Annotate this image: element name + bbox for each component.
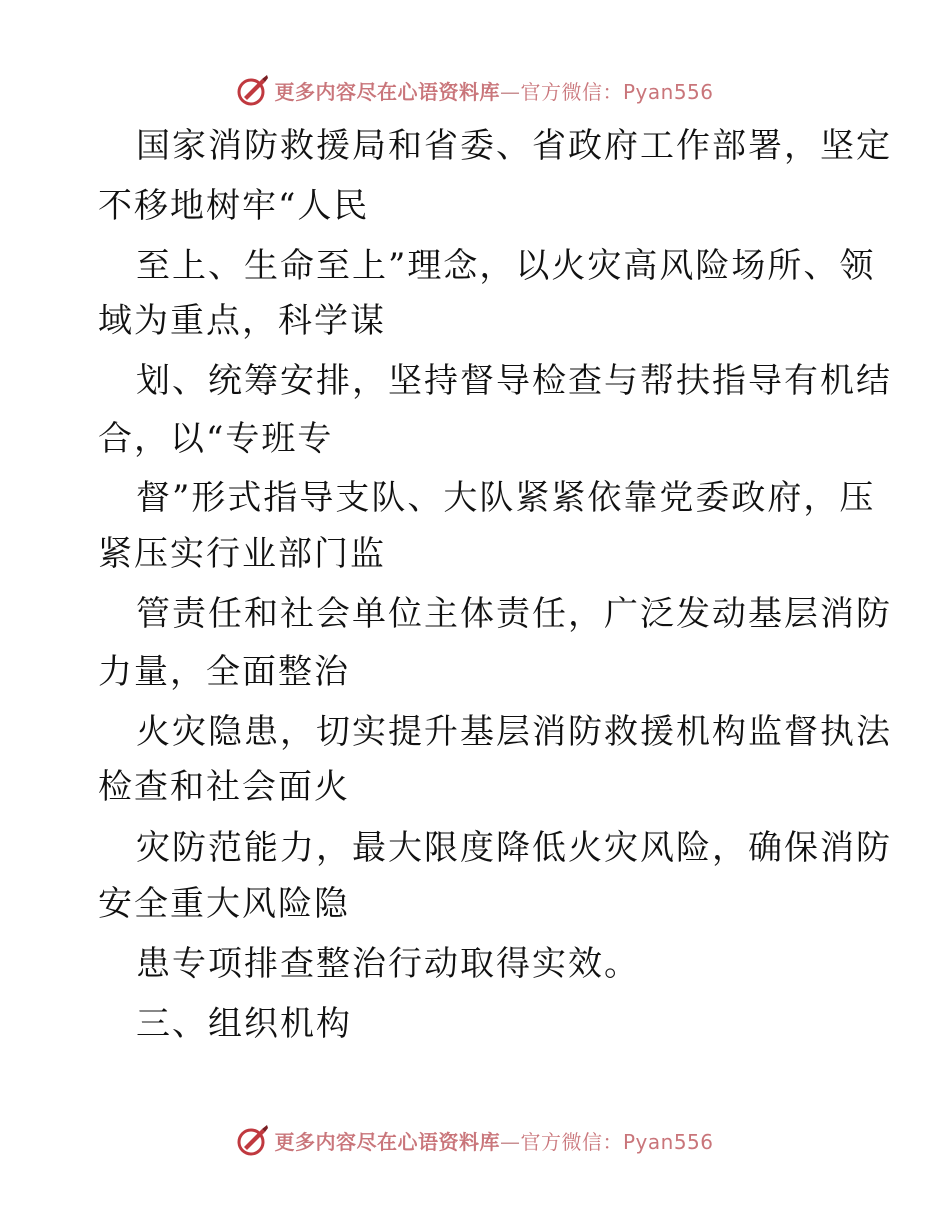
paragraph-line: 火灾隐患，切实提升基层消防救援机构监督执法 bbox=[136, 712, 892, 752]
paragraph-line: 域为重点，科学谋 bbox=[98, 301, 386, 341]
paragraph-line: 督”形式指导支队、大队紧紧依靠党委政府，压 bbox=[136, 478, 876, 518]
paragraph-line: 不移地树牢“人民 bbox=[98, 186, 370, 226]
paragraph-line: 灾防范能力，最大限度降低火灾风险，确保消防 bbox=[136, 828, 892, 868]
paragraph-line: 划、统筹安排，坚持督导检查与帮扶指导有机结 bbox=[136, 361, 892, 401]
paragraph-line: 患专项排查整治行动取得实效。 bbox=[136, 944, 640, 984]
watermark-site: 更多内容尽在心语资料库 bbox=[274, 79, 500, 104]
watermark-separator: — bbox=[499, 79, 521, 104]
watermark-separator: — bbox=[499, 1129, 521, 1154]
paragraph-line: 管责任和社会单位主体责任，广泛发动基层消防 bbox=[136, 594, 892, 634]
watermark-wechat-label: 官方微信： bbox=[520, 1129, 623, 1154]
footer-watermark bbox=[0, 1120, 950, 1160]
quill-logo-icon bbox=[236, 1123, 270, 1157]
paragraph-line: 国家消防救援局和省委、省政府工作部署，坚定 bbox=[136, 126, 892, 166]
watermark-wechat-id: Pyan556 bbox=[622, 79, 714, 104]
paragraph-line: 合，以“专班专 bbox=[98, 419, 334, 459]
watermark-wechat-label: 官方微信： bbox=[520, 79, 623, 104]
paragraph-line: 力量，全面整治 bbox=[98, 652, 350, 692]
section-heading: 三、组织机构 bbox=[136, 1004, 352, 1044]
watermark-text bbox=[274, 1126, 713, 1155]
paragraph-line: 至上、生命至上”理念，以火灾高风险场所、领 bbox=[136, 246, 876, 286]
paragraph-line: 安全重大风险隐 bbox=[98, 884, 350, 924]
watermark-wechat-id: Pyan556 bbox=[622, 1129, 714, 1154]
paragraph-line: 检查和社会面火 bbox=[98, 767, 350, 807]
watermark-site: 更多内容尽在心语资料库 bbox=[274, 1129, 500, 1154]
paragraph-line: 紧压实行业部门监 bbox=[98, 534, 386, 574]
